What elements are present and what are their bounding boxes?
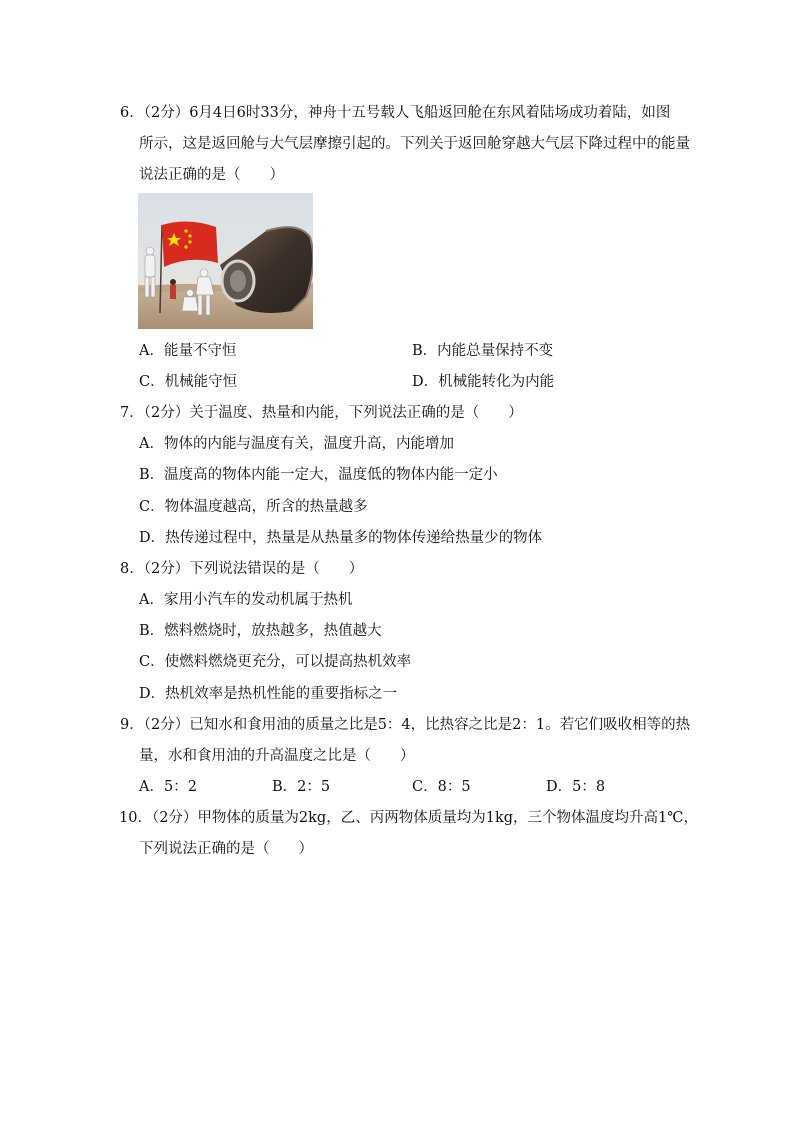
q10-line1: 10．（2分）甲物体的质量为2kg，乙、丙两物体质量均为1kg，三个物体温度均升高1℃， [119, 810, 698, 826]
q7-option-a: A．物体的内能与温度有关，温度升高，内能增加 [139, 436, 454, 452]
q8-line1: 8．（2分）下列说法错误的是（ ） [120, 561, 364, 577]
q8-option-a: A．家用小汽车的发动机属于热机 [139, 592, 353, 608]
capsule-landing-photo [138, 193, 313, 329]
q8-option-d: D．热机效率是热机性能的重要指标之一 [139, 686, 398, 702]
q9-line1: 9．（2分）已知水和食用油的质量之比是5：4，比热容之比是2：1。若它们吸收相等的热 [120, 717, 691, 733]
q7-option-b: B．温度高的物体内能一定大，温度低的物体内能一定小 [139, 467, 498, 483]
q6-line3: 说法正确的是（ ） [139, 167, 284, 183]
q7-option-c: C．物体温度越高，所含的热量越多 [139, 499, 368, 515]
q6-line2: 所示，这是返回舱与大气层摩擦引起的。下列关于返回舱穿越大气层下降过程中的能量 [139, 136, 690, 152]
q9-option-a: A．5：2 [139, 779, 197, 795]
q6-option-c: C．机械能守恒 [139, 374, 238, 390]
q6-option-b: B．内能总量保持不变 [412, 343, 554, 359]
q7-line1: 7．（2分）关于温度、热量和内能，下列说法正确的是（ ） [120, 405, 523, 421]
q7-option-d: D．热传递过程中，热量是从热量多的物体传递给热量少的物体 [139, 530, 543, 546]
q9-option-d: D．5：8 [546, 779, 606, 795]
q9-option-b: B．2：5 [272, 779, 331, 795]
q6-option-d: D．机械能转化为内能 [412, 374, 555, 390]
q9-option-c: C．8：5 [412, 779, 471, 795]
q8-option-c: C．使燃料燃烧更充分，可以提高热机效率 [139, 654, 412, 670]
q9-line2: 量，水和食用油的升高温度之比是（ ） [139, 748, 415, 764]
q6-line1: 6．（2分）6月4日6时33分，神舟十五号载人飞船返回舱在东风着陆场成功着陆，如图 [120, 105, 671, 121]
q10-line2: 下列说法正确的是（ ） [139, 841, 313, 857]
q8-option-b: B．燃料燃烧时，放热越多，热值越大 [139, 623, 382, 639]
q6-option-a: A．能量不守恒 [139, 343, 237, 359]
